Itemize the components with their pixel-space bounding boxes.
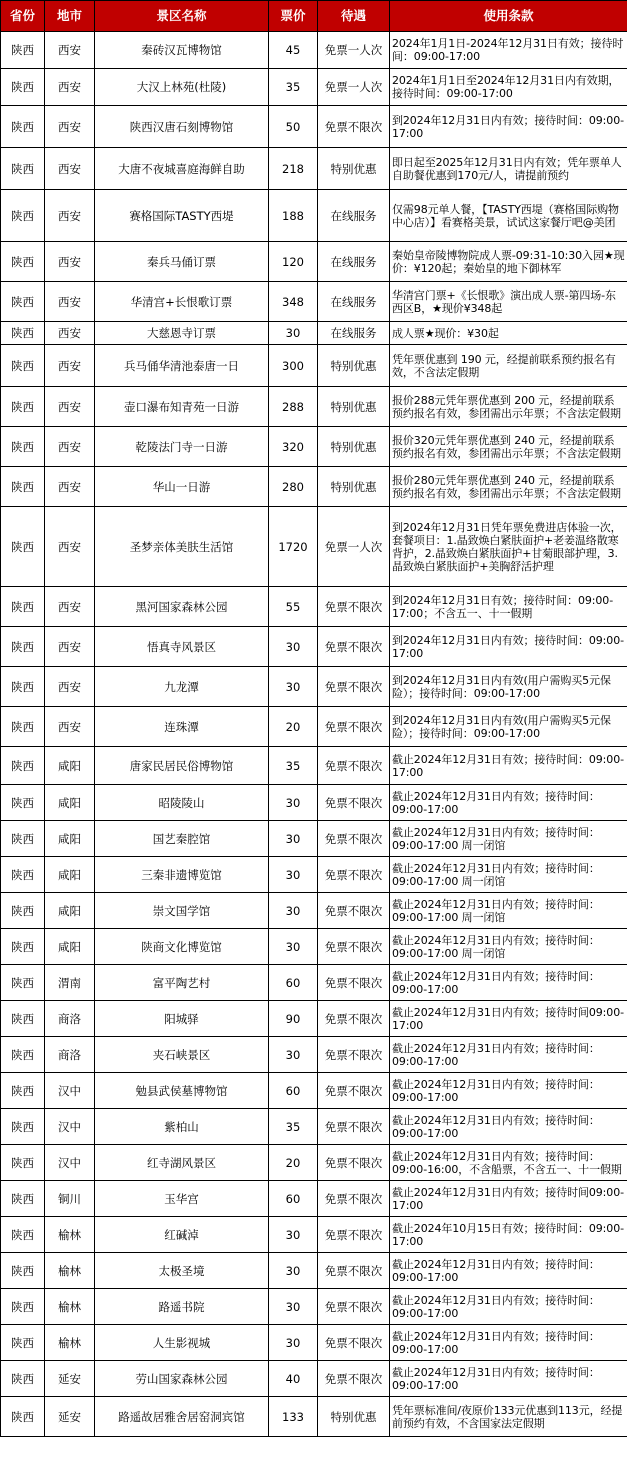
cell-terms: 截止2024年12月31日内有效；接待时间：09:00-17:00 bbox=[390, 965, 627, 1001]
table-row bbox=[1, 282, 627, 322]
cell-city: 汉中 bbox=[45, 1145, 95, 1181]
cell-name: 黑河国家森林公园 bbox=[95, 587, 269, 627]
cell-name: 赛格国际TASTY西堤 bbox=[95, 190, 269, 242]
cell-benefit: 免票不限次 bbox=[318, 1037, 390, 1073]
cell-benefit: 免票不限次 bbox=[318, 821, 390, 857]
cell-province: 陕西 bbox=[1, 345, 45, 387]
cell-terms: 截止2024年12月31日内有效；接待时间：09:00-17:00 周一闭馆 bbox=[390, 893, 627, 929]
cell-benefit: 免票不限次 bbox=[318, 1109, 390, 1145]
cell-price: 90 bbox=[269, 1001, 318, 1037]
table-row bbox=[1, 707, 627, 747]
cell-price: 30 bbox=[269, 1325, 318, 1361]
cell-name: 秦砖汉瓦博物馆 bbox=[95, 32, 269, 69]
cell-benefit: 免票不限次 bbox=[318, 1181, 390, 1217]
cell-city: 西安 bbox=[45, 627, 95, 667]
cell-city: 渭南 bbox=[45, 965, 95, 1001]
cell-price: 133 bbox=[269, 1397, 318, 1437]
cell-price: 30 bbox=[269, 667, 318, 707]
cell-province: 陕西 bbox=[1, 785, 45, 821]
cell-city: 榆林 bbox=[45, 1325, 95, 1361]
cell-city: 西安 bbox=[45, 242, 95, 282]
cell-price: 60 bbox=[269, 965, 318, 1001]
cell-benefit: 特别优惠 bbox=[318, 427, 390, 467]
cell-benefit: 免票不限次 bbox=[318, 893, 390, 929]
cell-name: 红碱淖 bbox=[95, 1217, 269, 1253]
cell-city: 西安 bbox=[45, 387, 95, 427]
cell-province: 陕西 bbox=[1, 707, 45, 747]
cell-name: 华清宫+长恨歌订票 bbox=[95, 282, 269, 322]
cell-name: 大唐不夜城喜庭海鲜自助 bbox=[95, 148, 269, 190]
cell-province: 陕西 bbox=[1, 1145, 45, 1181]
cell-city: 商洛 bbox=[45, 1001, 95, 1037]
cell-city: 西安 bbox=[45, 106, 95, 148]
header-name: 景区名称 bbox=[95, 1, 269, 32]
cell-name: 唐家民居民俗博物馆 bbox=[95, 747, 269, 785]
cell-terms: 2024年1月1日至2024年12月31日内有效期，接待时间：09:00-17:00 bbox=[390, 69, 627, 106]
cell-name: 紫柏山 bbox=[95, 1109, 269, 1145]
table-row bbox=[1, 965, 627, 1001]
cell-terms: 到2024年12月31日有效；接待时间：09:00-17:00；不含五一、十一假期 bbox=[390, 587, 627, 627]
cell-benefit: 免票不限次 bbox=[318, 707, 390, 747]
cell-name: 路遥书院 bbox=[95, 1289, 269, 1325]
cell-name: 昭陵陵山 bbox=[95, 785, 269, 821]
cell-province: 陕西 bbox=[1, 507, 45, 587]
cell-terms: 华清宫门票+《长恨歌》演出成人票-第四场-东西区B，★现价¥348起 bbox=[390, 282, 627, 322]
table-row bbox=[1, 1289, 627, 1325]
cell-price: 50 bbox=[269, 106, 318, 148]
cell-name: 九龙潭 bbox=[95, 667, 269, 707]
cell-province: 陕西 bbox=[1, 965, 45, 1001]
cell-province: 陕西 bbox=[1, 69, 45, 106]
cell-province: 陕西 bbox=[1, 627, 45, 667]
cell-province: 陕西 bbox=[1, 1109, 45, 1145]
cell-city: 延安 bbox=[45, 1397, 95, 1437]
cell-terms: 秦始皇帝陵博物院成人票-09:31-10:30入园★现价：¥120起；秦始皇的地下御林军 bbox=[390, 242, 627, 282]
cell-terms: 截止2024年12月31日内有效；接待时间：09:00-17:00 bbox=[390, 1073, 627, 1109]
cell-terms: 截止2024年12月31日内有效；接待时间09:00-17:00 bbox=[390, 1181, 627, 1217]
cell-name: 圣梦亲体美肤生活馆 bbox=[95, 507, 269, 587]
cell-name: 劳山国家森林公园 bbox=[95, 1361, 269, 1397]
cell-city: 西安 bbox=[45, 32, 95, 69]
cell-price: 188 bbox=[269, 190, 318, 242]
cell-province: 陕西 bbox=[1, 1361, 45, 1397]
cell-benefit: 免票一人次 bbox=[318, 69, 390, 106]
table-row bbox=[1, 1325, 627, 1361]
cell-name: 秦兵马俑订票 bbox=[95, 242, 269, 282]
cell-terms: 即日起至2025年12月31日内有效；凭年票单人自助餐优惠到170元/人，请提前预约 bbox=[390, 148, 627, 190]
cell-terms: 截止2024年12月31日内有效；接待时间：09:00-17:00 bbox=[390, 1361, 627, 1397]
cell-city: 西安 bbox=[45, 322, 95, 345]
cell-province: 陕西 bbox=[1, 1253, 45, 1289]
table-row bbox=[1, 190, 627, 242]
cell-province: 陕西 bbox=[1, 1073, 45, 1109]
table-row bbox=[1, 1217, 627, 1253]
table-row bbox=[1, 1073, 627, 1109]
cell-price: 30 bbox=[269, 821, 318, 857]
table-row bbox=[1, 427, 627, 467]
cell-benefit: 特别优惠 bbox=[318, 1397, 390, 1437]
cell-name: 玉华宫 bbox=[95, 1181, 269, 1217]
cell-name: 夹石峡景区 bbox=[95, 1037, 269, 1073]
cell-benefit: 免票不限次 bbox=[318, 1325, 390, 1361]
cell-price: 55 bbox=[269, 587, 318, 627]
cell-benefit: 免票不限次 bbox=[318, 1145, 390, 1181]
table-row bbox=[1, 1181, 627, 1217]
cell-name: 勉县武侯墓博物馆 bbox=[95, 1073, 269, 1109]
cell-terms: 截止2024年12月31日内有效；接待时间：09:00-16:00，不含船票，不含五一、十一假期 bbox=[390, 1145, 627, 1181]
cell-price: 1720 bbox=[269, 507, 318, 587]
table-body bbox=[1, 32, 627, 1437]
cell-terms: 报价288元凭年票优惠到 200 元，经提前联系预约报名有效，参团需出示年票；不含法定假期 bbox=[390, 387, 627, 427]
cell-price: 288 bbox=[269, 387, 318, 427]
table-row bbox=[1, 1145, 627, 1181]
cell-name: 三秦非遗博览馆 bbox=[95, 857, 269, 893]
cell-province: 陕西 bbox=[1, 148, 45, 190]
cell-price: 30 bbox=[269, 1037, 318, 1073]
cell-name: 大慈恩寺订票 bbox=[95, 322, 269, 345]
cell-city: 咸阳 bbox=[45, 821, 95, 857]
cell-benefit: 免票不限次 bbox=[318, 1361, 390, 1397]
cell-benefit: 免票不限次 bbox=[318, 587, 390, 627]
cell-price: 30 bbox=[269, 929, 318, 965]
cell-terms: 到2024年12月31日内有效；接待时间：09:00-17:00 bbox=[390, 106, 627, 148]
cell-city: 咸阳 bbox=[45, 857, 95, 893]
cell-benefit: 特别优惠 bbox=[318, 467, 390, 507]
table-row bbox=[1, 893, 627, 929]
cell-terms: 截止2024年12月31日内有效；接待时间：09:00-17:00 bbox=[390, 1289, 627, 1325]
table-row bbox=[1, 387, 627, 427]
cell-benefit: 免票不限次 bbox=[318, 1073, 390, 1109]
cell-benefit: 在线服务 bbox=[318, 190, 390, 242]
cell-terms: 截止2024年12月31日内有效；接待时间：09:00-17:00 周一闭馆 bbox=[390, 929, 627, 965]
cell-price: 30 bbox=[269, 1289, 318, 1325]
cell-terms: 截止2024年12月31日内有效；接待时间：09:00-17:00 周一闭馆 bbox=[390, 821, 627, 857]
cell-benefit: 免票不限次 bbox=[318, 627, 390, 667]
cell-city: 咸阳 bbox=[45, 785, 95, 821]
cell-name: 红寺湖风景区 bbox=[95, 1145, 269, 1181]
cell-price: 40 bbox=[269, 1361, 318, 1397]
cell-terms: 截止2024年12月31日内有效；接待时间：09:00-17:00 bbox=[390, 1037, 627, 1073]
cell-city: 西安 bbox=[45, 190, 95, 242]
cell-city: 西安 bbox=[45, 507, 95, 587]
cell-name: 陕西汉唐石刻博物馆 bbox=[95, 106, 269, 148]
cell-price: 20 bbox=[269, 707, 318, 747]
table-row bbox=[1, 1109, 627, 1145]
cell-city: 西安 bbox=[45, 707, 95, 747]
table-row bbox=[1, 322, 627, 345]
cell-city: 榆林 bbox=[45, 1289, 95, 1325]
cell-benefit: 在线服务 bbox=[318, 242, 390, 282]
cell-province: 陕西 bbox=[1, 1325, 45, 1361]
cell-benefit: 免票一人次 bbox=[318, 507, 390, 587]
cell-benefit: 免票不限次 bbox=[318, 1217, 390, 1253]
header-row bbox=[1, 1, 627, 32]
cell-benefit: 免票不限次 bbox=[318, 747, 390, 785]
cell-name: 大汉上林苑(杜陵) bbox=[95, 69, 269, 106]
cell-province: 陕西 bbox=[1, 1037, 45, 1073]
table-row bbox=[1, 821, 627, 857]
cell-city: 咸阳 bbox=[45, 929, 95, 965]
table-row bbox=[1, 345, 627, 387]
table-row bbox=[1, 69, 627, 106]
header-benefit: 待遇 bbox=[318, 1, 390, 32]
cell-price: 30 bbox=[269, 785, 318, 821]
cell-terms: 截止2024年12月31日内有效；接待时间09:00-17:00 bbox=[390, 1001, 627, 1037]
cell-price: 120 bbox=[269, 242, 318, 282]
table-row bbox=[1, 32, 627, 69]
cell-province: 陕西 bbox=[1, 929, 45, 965]
cell-province: 陕西 bbox=[1, 242, 45, 282]
cell-terms: 2024年1月1日-2024年12月31日有效；接待时间：09:00-17:00 bbox=[390, 32, 627, 69]
cell-name: 路遥故居雅舍居窑洞宾馆 bbox=[95, 1397, 269, 1437]
cell-price: 218 bbox=[269, 148, 318, 190]
cell-benefit: 特别优惠 bbox=[318, 387, 390, 427]
cell-province: 陕西 bbox=[1, 747, 45, 785]
cell-terms: 截止2024年12月31日内有效；接待时间：09:00-17:00 bbox=[390, 785, 627, 821]
cell-city: 西安 bbox=[45, 345, 95, 387]
cell-city: 西安 bbox=[45, 667, 95, 707]
cell-price: 348 bbox=[269, 282, 318, 322]
cell-province: 陕西 bbox=[1, 282, 45, 322]
cell-province: 陕西 bbox=[1, 1181, 45, 1217]
cell-province: 陕西 bbox=[1, 467, 45, 507]
table-row bbox=[1, 148, 627, 190]
cell-province: 陕西 bbox=[1, 857, 45, 893]
cell-price: 30 bbox=[269, 627, 318, 667]
cell-city: 汉中 bbox=[45, 1109, 95, 1145]
cell-name: 连珠潭 bbox=[95, 707, 269, 747]
header-price: 票价 bbox=[269, 1, 318, 32]
cell-name: 悟真寺风景区 bbox=[95, 627, 269, 667]
cell-terms: 仅需98元单人餐，【TASTY西堤（赛格国际购物中心店）】看赛格美景，试试这家餐厅吧@美团 bbox=[390, 190, 627, 242]
cell-benefit: 免票不限次 bbox=[318, 857, 390, 893]
cell-price: 35 bbox=[269, 1109, 318, 1145]
cell-province: 陕西 bbox=[1, 190, 45, 242]
cell-name: 陕商文化博览馆 bbox=[95, 929, 269, 965]
cell-price: 45 bbox=[269, 32, 318, 69]
cell-benefit: 免票不限次 bbox=[318, 1001, 390, 1037]
cell-terms: 报价280元凭年票优惠到 240 元，经提前联系预约报名有效，参团需出示年票；不含法定假期 bbox=[390, 467, 627, 507]
cell-price: 320 bbox=[269, 427, 318, 467]
cell-benefit: 免票一人次 bbox=[318, 32, 390, 69]
cell-price: 30 bbox=[269, 893, 318, 929]
cell-province: 陕西 bbox=[1, 106, 45, 148]
cell-price: 35 bbox=[269, 69, 318, 106]
cell-city: 榆林 bbox=[45, 1253, 95, 1289]
cell-benefit: 在线服务 bbox=[318, 282, 390, 322]
cell-province: 陕西 bbox=[1, 1289, 45, 1325]
cell-price: 30 bbox=[269, 1253, 318, 1289]
cell-city: 咸阳 bbox=[45, 747, 95, 785]
cell-benefit: 特别优惠 bbox=[318, 345, 390, 387]
cell-benefit: 免票不限次 bbox=[318, 1253, 390, 1289]
cell-price: 300 bbox=[269, 345, 318, 387]
cell-benefit: 特别优惠 bbox=[318, 148, 390, 190]
cell-price: 35 bbox=[269, 747, 318, 785]
cell-benefit: 免票不限次 bbox=[318, 929, 390, 965]
cell-city: 铜川 bbox=[45, 1181, 95, 1217]
cell-city: 西安 bbox=[45, 587, 95, 627]
cell-name: 富平陶艺村 bbox=[95, 965, 269, 1001]
table-row bbox=[1, 1361, 627, 1397]
table-row bbox=[1, 587, 627, 627]
cell-price: 60 bbox=[269, 1073, 318, 1109]
cell-province: 陕西 bbox=[1, 32, 45, 69]
cell-benefit: 免票不限次 bbox=[318, 1289, 390, 1325]
cell-city: 西安 bbox=[45, 282, 95, 322]
cell-terms: 凭年票标准间/夜原价133元优惠到113元，经提前预约有效，不含国家法定假期 bbox=[390, 1397, 627, 1437]
table-row bbox=[1, 106, 627, 148]
cell-terms: 到2024年12月31日内有效(用户需购买5元保险）；接待时间：09:00-17:00 bbox=[390, 707, 627, 747]
cell-province: 陕西 bbox=[1, 587, 45, 627]
cell-terms: 截止2024年12月31日有效；接待时间：09:00-17:00 bbox=[390, 747, 627, 785]
cell-city: 西安 bbox=[45, 467, 95, 507]
cell-city: 延安 bbox=[45, 1361, 95, 1397]
cell-price: 30 bbox=[269, 857, 318, 893]
cell-name: 崇文国学馆 bbox=[95, 893, 269, 929]
cell-terms: 截止2024年12月31日内有效；接待时间：09:00-17:00 bbox=[390, 1325, 627, 1361]
table-row bbox=[1, 1397, 627, 1437]
cell-terms: 凭年票优惠到 190 元，经提前联系预约报名有效，不含法定假期 bbox=[390, 345, 627, 387]
cell-terms: 报价320元凭年票优惠到 240 元，经提前联系预约报名有效，参团需出示年票；不含法定假期 bbox=[390, 427, 627, 467]
table-row bbox=[1, 242, 627, 282]
cell-city: 汉中 bbox=[45, 1073, 95, 1109]
table-row bbox=[1, 627, 627, 667]
table-row bbox=[1, 857, 627, 893]
table-row bbox=[1, 667, 627, 707]
cell-price: 30 bbox=[269, 322, 318, 345]
table-row bbox=[1, 747, 627, 785]
cell-city: 西安 bbox=[45, 427, 95, 467]
cell-terms: 截止2024年12月31日内有效；接待时间：09:00-17:00 周一闭馆 bbox=[390, 857, 627, 893]
cell-benefit: 免票不限次 bbox=[318, 965, 390, 1001]
cell-province: 陕西 bbox=[1, 427, 45, 467]
cell-price: 280 bbox=[269, 467, 318, 507]
cell-price: 30 bbox=[269, 1217, 318, 1253]
cell-name: 阳城驿 bbox=[95, 1001, 269, 1037]
table-row bbox=[1, 785, 627, 821]
cell-name: 太极圣境 bbox=[95, 1253, 269, 1289]
cell-name: 国艺秦腔馆 bbox=[95, 821, 269, 857]
cell-terms: 到2024年12月31日内有效；接待时间：09:00-17:00 bbox=[390, 627, 627, 667]
cell-province: 陕西 bbox=[1, 1397, 45, 1437]
cell-terms: 截止2024年12月31日内有效；接待时间：09:00-17:00 bbox=[390, 1253, 627, 1289]
cell-benefit: 免票不限次 bbox=[318, 785, 390, 821]
cell-province: 陕西 bbox=[1, 893, 45, 929]
cell-province: 陕西 bbox=[1, 387, 45, 427]
header-terms: 使用条款 bbox=[390, 1, 627, 32]
cell-city: 西安 bbox=[45, 148, 95, 190]
cell-terms: 到2024年12月31日凭年票免费进店体验一次，套餐项目：1.晶致焕白紧肤面护+老姜温络散寒背护，2.晶致焕白紧肤面护+甘菊眼部护理，3.晶致焕白紧肤面护+美胸舒活护理 bbox=[390, 507, 627, 587]
table-row bbox=[1, 929, 627, 965]
table-row bbox=[1, 507, 627, 587]
table-row bbox=[1, 1037, 627, 1073]
table-row bbox=[1, 1001, 627, 1037]
cell-city: 西安 bbox=[45, 69, 95, 106]
cell-terms: 到2024年12月31日内有效(用户需购买5元保险）；接待时间：09:00-17:00 bbox=[390, 667, 627, 707]
cell-province: 陕西 bbox=[1, 1217, 45, 1253]
cell-city: 咸阳 bbox=[45, 893, 95, 929]
cell-name: 乾陵法门寺一日游 bbox=[95, 427, 269, 467]
cell-name: 壶口瀑布知青苑一日游 bbox=[95, 387, 269, 427]
table-row bbox=[1, 1253, 627, 1289]
cell-terms: 截止2024年10月15日有效；接待时间：09:00-17:00 bbox=[390, 1217, 627, 1253]
cell-terms: 截止2024年12月31日内有效；接待时间：09:00-17:00 bbox=[390, 1109, 627, 1145]
cell-name: 兵马俑华清池泰唐一日 bbox=[95, 345, 269, 387]
cell-province: 陕西 bbox=[1, 1001, 45, 1037]
header-province: 省份 bbox=[1, 1, 45, 32]
cell-benefit: 免票不限次 bbox=[318, 106, 390, 148]
cell-benefit: 在线服务 bbox=[318, 322, 390, 345]
cell-benefit: 免票不限次 bbox=[318, 667, 390, 707]
cell-province: 陕西 bbox=[1, 821, 45, 857]
cell-terms: 成人票★现价：¥30起 bbox=[390, 322, 627, 345]
cell-province: 陕西 bbox=[1, 667, 45, 707]
table-row bbox=[1, 467, 627, 507]
cell-city: 榆林 bbox=[45, 1217, 95, 1253]
cell-name: 人生影视城 bbox=[95, 1325, 269, 1361]
cell-price: 20 bbox=[269, 1145, 318, 1181]
cell-price: 60 bbox=[269, 1181, 318, 1217]
cell-province: 陕西 bbox=[1, 322, 45, 345]
header-city: 地市 bbox=[45, 1, 95, 32]
cell-city: 商洛 bbox=[45, 1037, 95, 1073]
cell-name: 华山一日游 bbox=[95, 467, 269, 507]
